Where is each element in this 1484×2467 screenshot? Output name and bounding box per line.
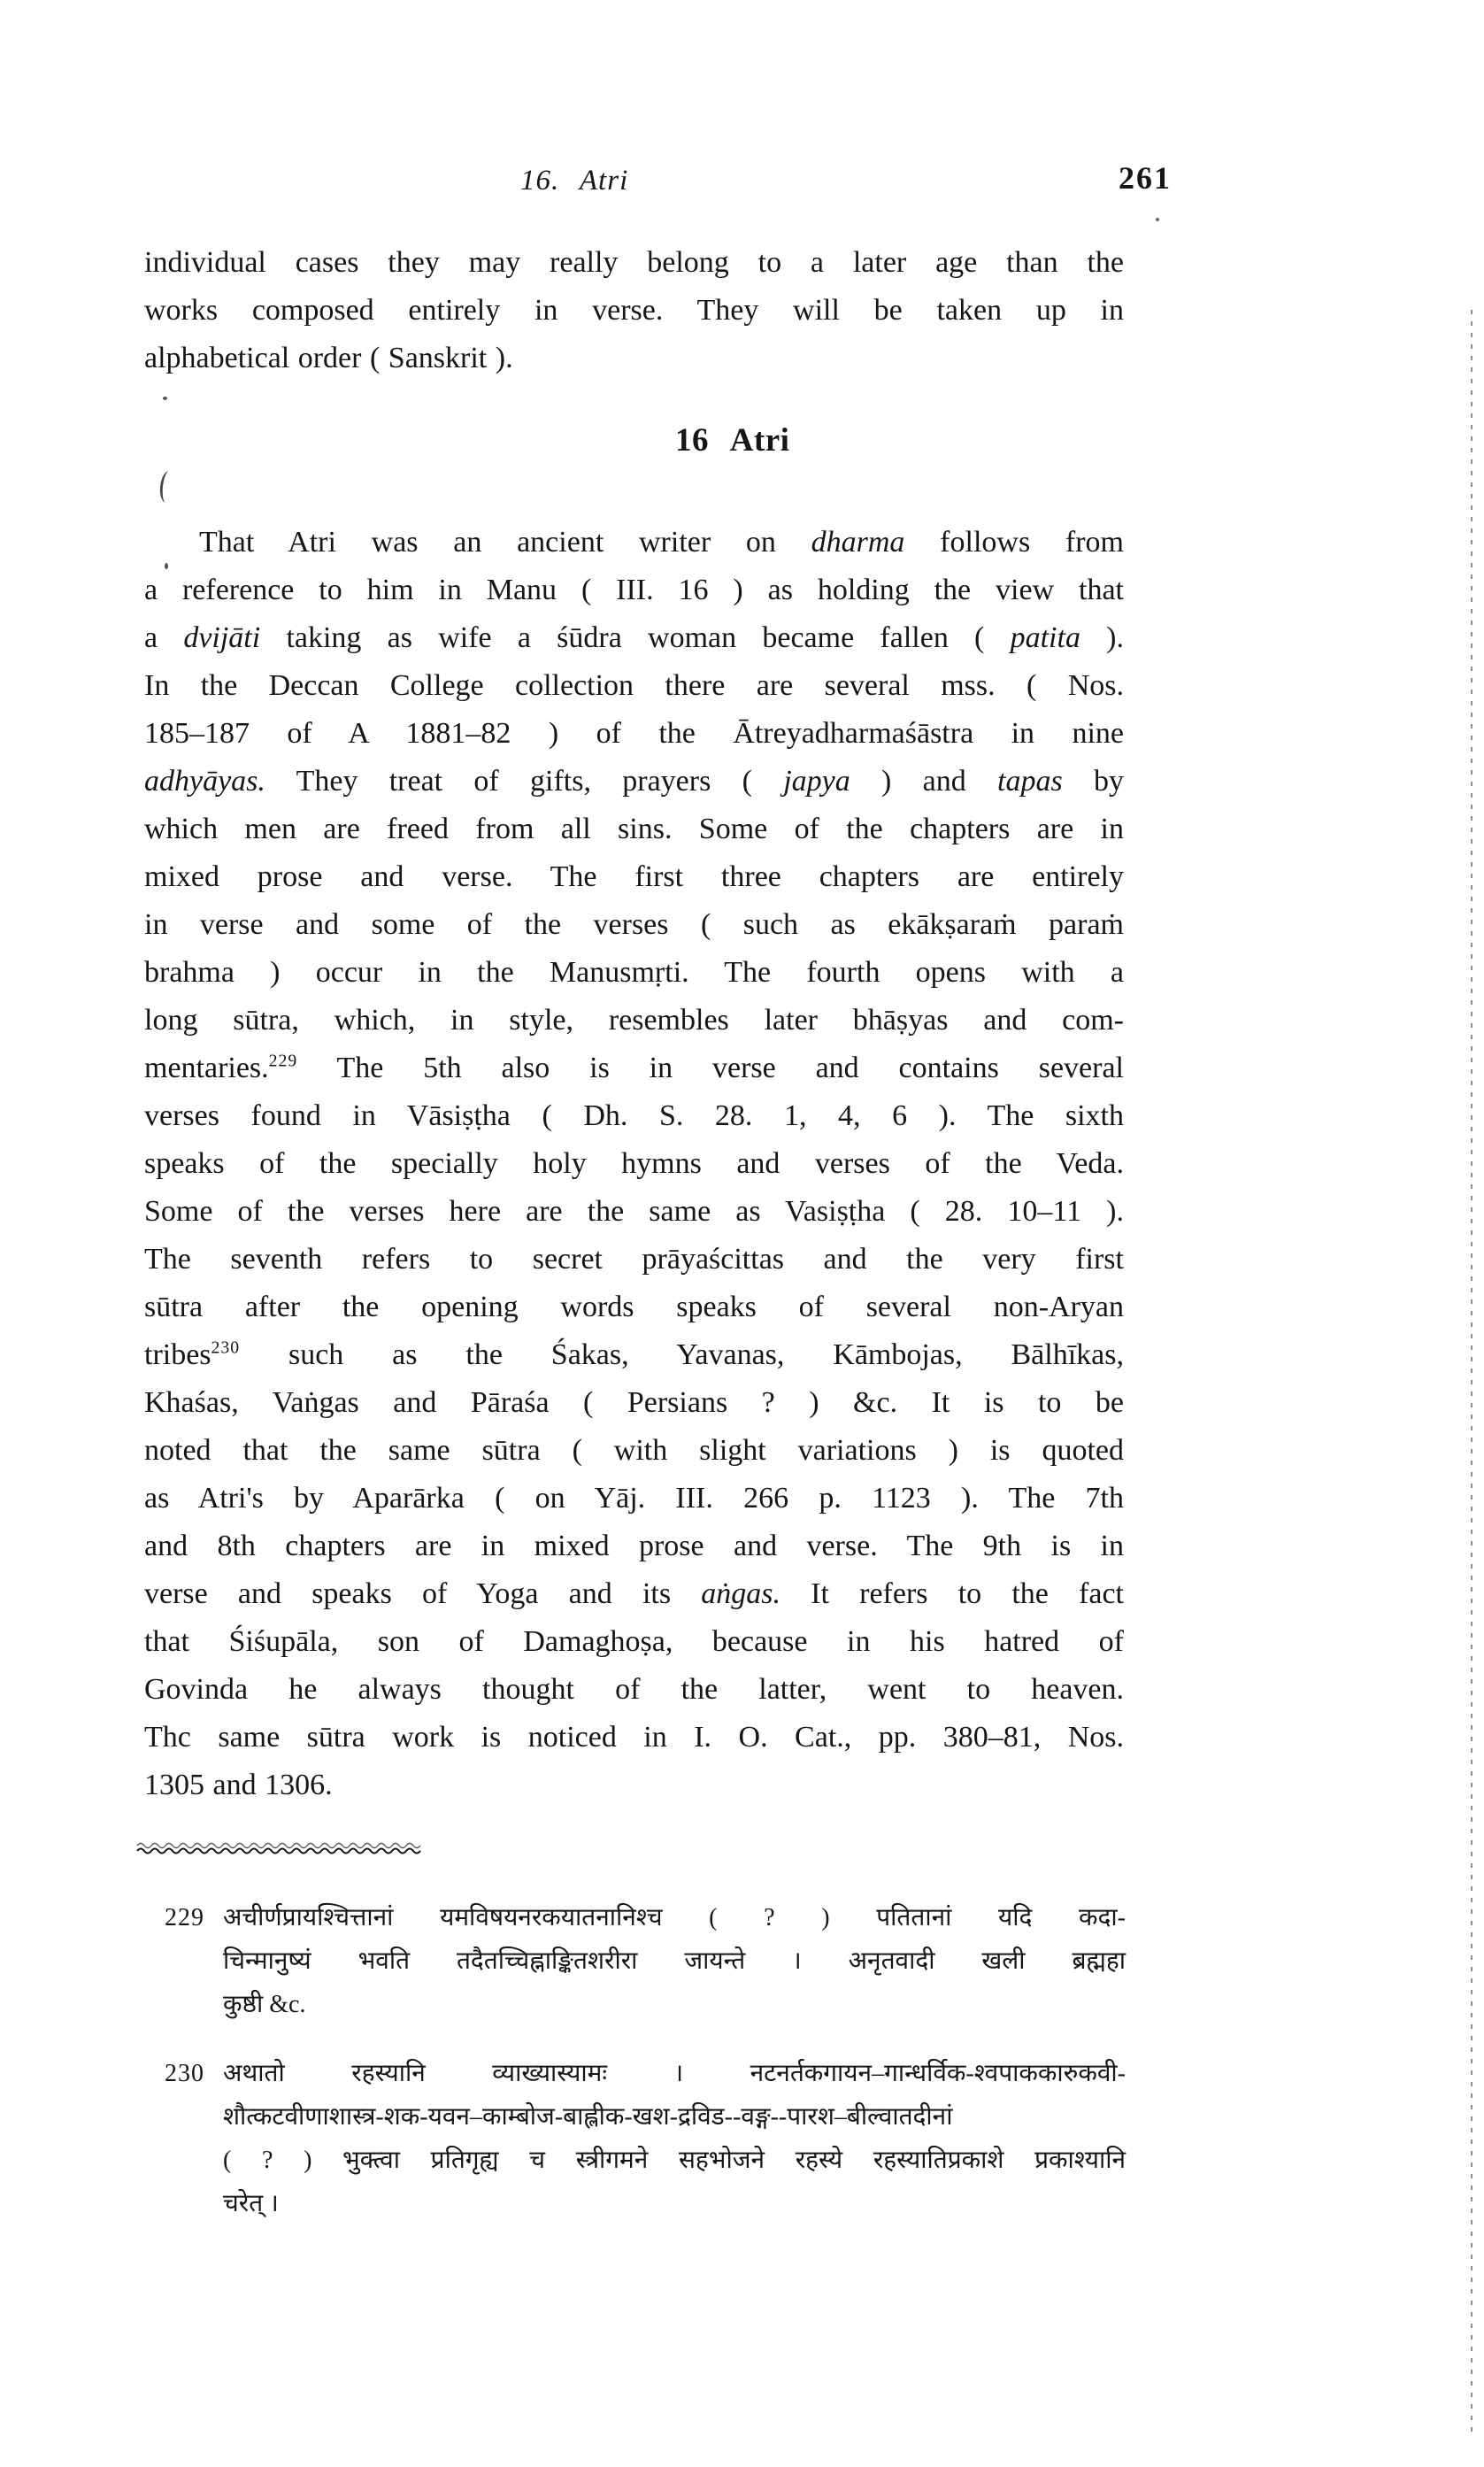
footnote-ref: 230 <box>211 1338 241 1358</box>
text-line: In the Deccan College collection there are several mss. ( Nos. <box>144 669 1124 702</box>
running-header-title: 16. Atri <box>520 165 629 197</box>
scan-fold-line <box>1471 310 1472 2434</box>
text-line: 1305 and 1306. <box>144 1769 333 1801</box>
text-line: a dvijāti taking as wife a śūdra woman became fallen ( patita ). <box>144 621 1125 654</box>
italic-term: patita <box>1010 621 1080 654</box>
text-line: Khaśas, Vaṅgas and Pāraśa ( Persians ? ) &c. It is to be <box>144 1386 1124 1419</box>
page-number: 261 <box>1119 160 1172 196</box>
text-line: in verse and some of the verses ( such as ekākṣaraṁ paraṁ <box>144 908 1124 941</box>
text-line: ( ? ) भुक्त्वा प्रतिगृह्य च स्त्रीगमने सहभोजने रहस्ये रहस्यातिप्रकाशे प्रकाश्यानि <box>223 2147 1126 2174</box>
paragraph-main <box>144 519 1124 1809</box>
text-line: mixed prose and verse. The first three chapters are entirely <box>144 860 1124 893</box>
footnote-229 <box>165 1896 1126 2026</box>
footnote-230 <box>165 2052 1126 2225</box>
text-line: which men are freed from all sins. Some of the chapters are in <box>144 813 1124 845</box>
scan-artifact <box>1156 218 1159 221</box>
text-line: verse and speaks of Yoga and its aṅgas. It refers to the fact <box>144 1577 1124 1610</box>
footnote-number: 230 <box>165 2060 204 2087</box>
section-heading: 16 Atri <box>675 422 790 459</box>
footnote-text <box>223 2052 1126 2225</box>
text-line: 185–187 of A 1881–82 ) of the Ātreyadharmaśāstra in nine <box>144 717 1124 750</box>
text-line: that Śiśupāla, son of Damaghoṣa, because in his hatred of <box>144 1625 1124 1658</box>
text-line: as Atri's by Aparārka ( on Yāj. III. 266 p. 1123 ). The 7th <box>144 1482 1124 1515</box>
scan-artifact <box>165 563 168 569</box>
italic-term: dharma <box>811 526 905 559</box>
text-line: long sūtra, which, in style, resembles later bhāṣyas and com- <box>144 1004 1124 1037</box>
text-line: अथातो रहस्यानि व्याख्यास्यामः । नटनर्तकगायन–गान्धर्विक-श्वपाककारुकवी- <box>223 2060 1126 2087</box>
text-line: sūtra after the opening words speaks of several non-Aryan <box>144 1291 1124 1323</box>
text-line: brahma ) occur in the Manusmṛti. The fourth opens with a <box>144 956 1124 989</box>
text-line: Thc same sūtra work is noticed in I. O. Cat., pp. 380–81, Nos. <box>144 1721 1124 1754</box>
text-line: verses found in Vāsiṣṭha ( Dh. S. 28. 1, 4, 6 ). The sixth <box>144 1099 1124 1132</box>
paragraph-intro <box>144 239 1124 382</box>
text-line: अचीर्णप्रायश्चित्तानां यमविषयनरकयातनानिश्च ( ? ) पतितानां यदि कदा- <box>223 1904 1126 1931</box>
italic-term: adhyāyas. <box>144 765 265 798</box>
footnote-text <box>223 1896 1126 2026</box>
italic-term: aṅgas. <box>701 1577 780 1610</box>
text-line: Govinda he always thought of the latter, went to heaven. <box>144 1673 1124 1706</box>
footnote-separator-rule <box>136 1841 434 1855</box>
text-line: Some of the verses here are the same as Vasiṣṭha ( 28. 10–11 ). <box>144 1195 1124 1228</box>
text-line: works composed entirely in verse. They will be taken up in <box>144 294 1124 327</box>
text-line: adhyāyas. They treat of gifts, prayers ( japya ) and tapas by <box>144 765 1124 798</box>
italic-term: tapas <box>997 765 1063 798</box>
text-line: mentaries.$^{229}$ The 5th also is in verse and contains several <box>144 1051 1124 1084</box>
scan-artifact <box>158 470 174 503</box>
text-line: शौत्कटवीणाशास्त्र-शक-यवन–काम्बोज-बाह्लीक-खश-द्रविड--वङ्ग--पारश–बील्वातदीनां <box>223 2103 953 2131</box>
text-line: The seventh refers to secret prāyaścittas and the very first <box>144 1243 1124 1276</box>
italic-term: japya <box>783 765 850 798</box>
text-line: कुष्ठी &c. <box>223 1991 306 2018</box>
text-line: That Atri was an ancient writer on dharma follows from <box>199 526 1124 559</box>
text-line: a reference to him in Manu ( III. 16 ) as holding the view that <box>144 574 1124 606</box>
footnote-number: 229 <box>165 1904 204 1931</box>
text-line: and 8th chapters are in mixed prose and verse. The 9th is in <box>144 1530 1124 1562</box>
text-line: चरेत् । <box>223 2190 279 2217</box>
text-line: tribes$^{230}$ such as the Śakas, Yavanas, Kāmbojas, Bālhīkas, <box>144 1338 1124 1371</box>
italic-term: dvijāti <box>183 621 261 654</box>
text-line: noted that the same sūtra ( with slight variations ) is quoted <box>144 1434 1124 1467</box>
text-line: चिन्मानुष्यं भवति तदैतच्चिह्नाङ्कितशरीरा जायन्ते । अनृतवादी खली ब्रह्महा <box>223 1947 1126 1975</box>
scan-artifact <box>163 397 167 400</box>
text-line: individual cases they may really belong to a later age than the <box>144 246 1124 279</box>
text-line: alphabetical order ( Sanskrit ). <box>144 342 513 374</box>
text-line: speaks of the specially holy hymns and verses of the Veda. <box>144 1147 1124 1180</box>
footnote-ref: 229 <box>268 1051 298 1071</box>
